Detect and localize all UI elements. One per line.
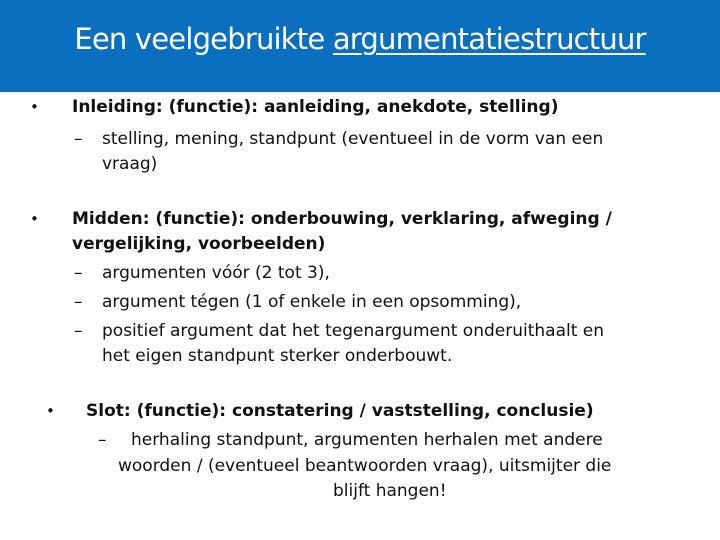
title-text: Een veelgebruikte <box>74 22 325 56</box>
title-bar <box>0 0 720 92</box>
inleiding-sub-line: vraag) <box>102 154 158 174</box>
bullet-inleiding-heading: Inleiding: (functie): aanleiding, anekdote, stelling) <box>72 97 559 117</box>
bullet-midden-heading: vergelijking, voorbeelden) <box>72 234 326 254</box>
midden-sub-line: het eigen standpunt sterker onderbouwt. <box>102 346 453 366</box>
dash-marker: – <box>74 263 83 283</box>
title-underlined-text: argumentatiestructuur <box>332 22 646 56</box>
slot-sub-line: herhaling standpunt, argumenten herhalen met andere <box>131 430 603 450</box>
midden-sub-line: argumenten vóór (2 tot 3), <box>102 263 330 283</box>
dash-marker: – <box>74 129 83 149</box>
dash-marker: – <box>74 292 83 312</box>
inleiding-sub-line: stelling, mening, standpunt (eventueel in de vorm van een <box>102 129 604 149</box>
dash-marker: – <box>98 430 107 450</box>
slide-title <box>0 22 720 56</box>
bullet-marker: • <box>30 210 39 228</box>
bullet-slot-heading: Slot: (functie): constatering / vaststelling, conclusie) <box>86 401 594 421</box>
slot-sub-line: woorden / (eventueel beantwoorden vraag), uitsmijter die <box>118 456 612 476</box>
bullet-marker: • <box>46 402 55 420</box>
dash-marker: – <box>74 321 83 341</box>
slot-sub-line: blijft hangen! <box>333 481 447 501</box>
bullet-midden-heading: Midden: (functie): onderbouwing, verklaring, afweging / <box>72 209 612 229</box>
midden-sub-line: positief argument dat het tegenargument onderuithaalt en <box>102 321 605 341</box>
midden-sub-line: argument tégen (1 of enkele in een opsomming), <box>102 292 522 312</box>
bullet-marker: • <box>30 98 39 116</box>
